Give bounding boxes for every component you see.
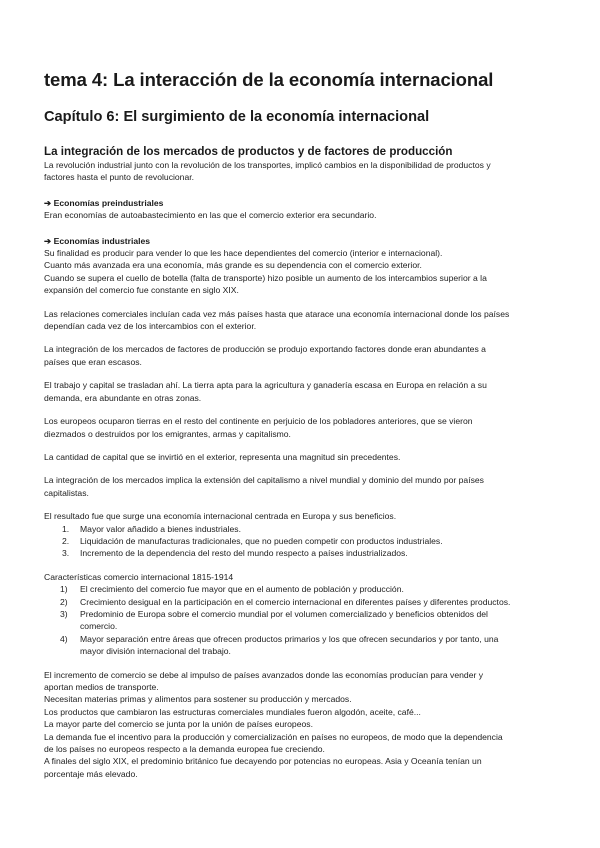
text-line: La demanda fue el incentivo para la producción y comercialización en países no europeos, de modo que la dependencia — [44, 731, 503, 742]
text-line: La mayor parte del comercio se junta por la unión de países europeos. — [44, 719, 313, 730]
text-line: de los países no europeos respecto a la demanda europea fue creciendo. — [44, 744, 325, 755]
document-page — [44, 68, 560, 780]
list-item — [44, 608, 560, 633]
list-text: mayor división internacional del trabajo. — [80, 646, 231, 657]
text-line: expansión del comercio fue constante en siglo XIX. — [44, 285, 239, 296]
list-item — [44, 523, 560, 535]
list-item — [44, 596, 560, 608]
paragraph-resultado: El resultado fue que surge una economía internacional centrada en Europa y sus beneficios. — [44, 511, 397, 522]
list-text: Predominio de Europa sobre el comercio mundial por el volumen comercializado y beneficios obtenidos del — [80, 608, 488, 619]
list-text: El crecimiento del comercio fue mayor que en el aumento de población y producción. — [80, 584, 404, 595]
list-text: Mayor valor añadido a bienes industriales. — [80, 523, 241, 534]
text-line: La integración de los mercados de factores de producción se produjo exportando factores donde eran abundantes a — [44, 344, 486, 355]
text-line: Cuanto más avanzada era una economía, más grande es su dependencia con el comercio exterior. — [44, 260, 422, 271]
list-item — [44, 547, 560, 559]
list-text: Liquidación de manufacturas tradicionales, que no pueden competir con productos industriales. — [80, 535, 443, 546]
text-line: factores hasta el punto de revolucionar. — [44, 172, 195, 183]
intro-paragraph — [44, 159, 560, 184]
text-line: El incremento de comercio se debe al impulso de países avanzados donde las economías producían para vender y — [44, 669, 484, 680]
industrial-paragraph — [44, 247, 560, 297]
text-line: países que eran escasos. — [44, 356, 142, 367]
list-text: comercio. — [80, 621, 118, 632]
caracteristicas-list — [44, 583, 560, 657]
paragraph-integracion-mercados — [44, 474, 560, 499]
text-line: Los productos que cambiaron las estructuras comerciales mundiales fueron algodón, aceite, café... — [44, 706, 421, 717]
paragraph-trabajo — [44, 379, 560, 404]
list-text: Crecimiento desigual en la participación en el comercio internacional en diferentes países y diferentes productos. — [80, 596, 511, 607]
paragraph-capital — [44, 451, 560, 463]
list-text: Incremento de la dependencia del resto del mundo respecto a países industrializados. — [80, 548, 408, 559]
text-line: aportan medios de transporte. — [44, 682, 159, 692]
text-line: diezmados o destruidos por los emigrantes, armas y capitalismo. — [44, 428, 291, 439]
list-number: 4) — [60, 633, 68, 644]
list-number: 1) — [60, 584, 68, 595]
industrial-heading: ➔ Economías industriales — [44, 235, 151, 246]
paragraph-relaciones — [44, 308, 560, 333]
list-item — [44, 583, 560, 595]
list-item — [44, 535, 560, 547]
list-number: 3. — [62, 548, 70, 559]
list-item — [44, 633, 560, 658]
text-line: dependían cada vez de los intercambios con el exterior. — [44, 321, 257, 332]
text-line: Cuando se supera el cuello de botella (falta de transporte) hizo posible un aumento de los intercambios superior a la — [44, 272, 487, 283]
section-title: La integración de los mercados de productos y de factores de producción — [44, 145, 453, 158]
paragraph-integracion-factores — [44, 343, 560, 368]
list-number: 2) — [60, 596, 68, 607]
text-line: porcentaje más elevado. — [44, 768, 138, 779]
text-line: demanda, era abundante en otras zonas. — [44, 392, 202, 403]
preindustrial-text: Eran economías de autoabastecimiento en las que el comercio exterior era secundario. — [44, 210, 377, 221]
caracteristicas-heading: Características comercio internacional 1815-1914 — [44, 571, 234, 582]
document-title: tema 4: La interacción de la economía internacional — [44, 69, 494, 90]
text-line: Su finalidad es producir para vender lo que les hace dependientes del comercio (interior e internacional). — [44, 248, 443, 259]
list-number: 3) — [60, 608, 68, 619]
text-line: La cantidad de capital que se invirtió en el exterior, representa una magnitud sin precedentes. — [44, 451, 401, 462]
preindustrial-heading: ➔ Economías preindustriales — [44, 197, 164, 208]
text-line: Las relaciones comerciales incluían cada vez más países hasta que atarace una economía internacional donde los países — [44, 308, 510, 319]
text-line: Necesitan materias primas y alimentos para sostener su producción y mercados. — [44, 694, 352, 705]
text-line: capitalistas. — [44, 487, 89, 498]
chapter-title: Capítulo 6: El surgimiento de la economía internacional — [44, 109, 430, 125]
text-line: La revolución industrial junto con la revolución de los transportes, implicó cambios en la disponibilidad de productos y — [44, 160, 491, 170]
text-line: La integración de los mercados implica la extensión del capitalismo a nivel mundial y dominio del mundo por países — [44, 475, 484, 486]
list-number: 2. — [62, 535, 70, 546]
paragraph-europeos — [44, 415, 560, 440]
resultado-list — [44, 523, 560, 560]
list-number: 1. — [62, 523, 70, 534]
text-line: A finales del siglo XIX, el predominio británico fue decayendo por potencias no europeas. Asia y Oceanía tenían un — [44, 756, 482, 767]
text-line: Los europeos ocuparon tierras en el resto del continente en perjuicio de los pobladores anteriores, que se vieron — [44, 416, 473, 427]
list-text: Mayor separación entre áreas que ofrecen productos primarios y los que ofrecen secundarios y por tanto, una — [80, 633, 499, 644]
text-line: El trabajo y capital se trasladan ahí. La tierra apta para la agricultura y ganadería escasa en Europa en relación a su — [44, 380, 487, 391]
paragraph-final — [44, 669, 560, 781]
